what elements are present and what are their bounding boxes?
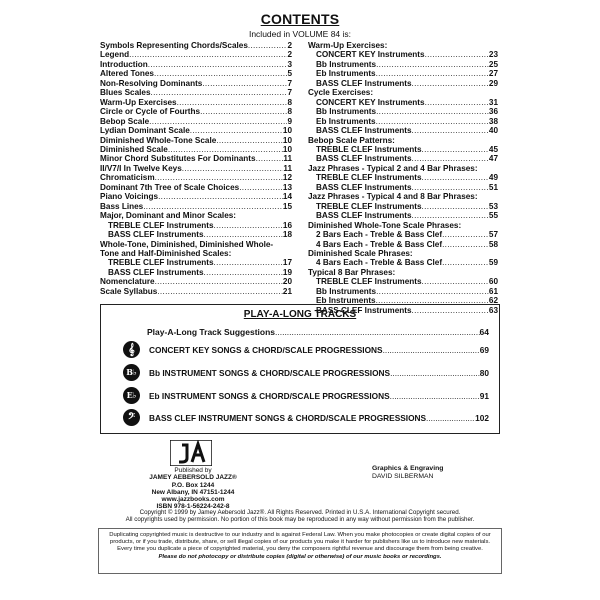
toc-entry-page: 38 xyxy=(488,116,498,126)
toc-entry-page: 17 xyxy=(282,258,292,268)
toc-entry-title: Warm-Up Exercises: xyxy=(308,41,388,50)
row-text: BASS CLEF INSTRUMENT SONGS & CHORD/SCALE PROGRESSIONS xyxy=(149,413,427,423)
toc-entry xyxy=(308,173,498,182)
dot-leader xyxy=(129,50,287,59)
row-text: Eb INSTRUMENT SONGS & CHORD/SCALE PROGRESSIONS xyxy=(149,391,390,401)
toc-entry-page: 10 xyxy=(282,135,292,145)
engraving-label: Graphics & Engraving xyxy=(372,465,444,472)
toc-entry-title: Eb Instruments xyxy=(316,296,376,306)
toc-entry xyxy=(308,211,498,220)
toc-entry xyxy=(100,192,292,201)
dot-leader xyxy=(412,154,489,163)
toc-entry-page: 19 xyxy=(282,267,292,277)
anti-piracy-notice xyxy=(98,528,502,574)
dot-leader xyxy=(376,287,489,296)
publisher-isbn: ISBN 978-1-56224-242-8 xyxy=(156,503,230,511)
toc-entry-page: 58 xyxy=(488,239,498,249)
toc-entry-page: 61 xyxy=(488,286,498,296)
toc-entry-title: TREBLE CLEF Instruments xyxy=(108,220,214,230)
toc-entry-page: 27 xyxy=(488,69,498,79)
engraving-credit xyxy=(372,465,443,480)
copyright-line-1: Copyright © 1999 by Jamey Aebersold Jazz®. All Rights Reserved. Printed in U.S.A. International Copyright secured. xyxy=(139,509,461,516)
toc-entry xyxy=(308,230,498,239)
play-along-title: PLAY-A-LONG TRACKS xyxy=(243,309,357,320)
toc-entry-page: 63 xyxy=(488,305,498,315)
toc-entry xyxy=(100,126,292,135)
toc-entry-title: Circle or Cycle of Fourths xyxy=(100,107,201,117)
toc-entry-page: 51 xyxy=(488,182,498,192)
row-page: 91 xyxy=(479,391,489,401)
toc-entry xyxy=(100,211,292,220)
toc-entry-title: Jazz Phrases - Typical 2 and 4 Bar Phrases: xyxy=(308,163,478,173)
toc-entry-page: 57 xyxy=(488,230,498,240)
dot-leader xyxy=(190,126,283,135)
toc-entry-title: BASS CLEF Instruments xyxy=(316,305,412,315)
toc-entry-page: 3 xyxy=(287,59,292,69)
toc-entry xyxy=(100,240,292,249)
toc-entry-page: 11 xyxy=(283,163,292,173)
dot-leader xyxy=(143,202,283,211)
toc-entry-title: Diminished Scale Phrases: xyxy=(308,248,413,258)
toc-entry-title: Tone and Half-Diminished Scales: xyxy=(100,248,232,258)
dot-leader xyxy=(425,98,489,107)
row-text: Play-A-Long Track Suggestions xyxy=(147,327,275,337)
toc-entry-title: Bb Instruments xyxy=(316,107,377,117)
toc-entry-page: 16 xyxy=(282,220,292,230)
dot-leader xyxy=(202,79,287,88)
publisher-website: www.jazzbooks.com xyxy=(161,496,225,504)
toc-entry-title: Piano Voicings xyxy=(100,192,159,202)
play-along-track-row xyxy=(149,391,489,401)
toc-entry-page: 60 xyxy=(488,277,498,287)
dot-leader xyxy=(248,41,288,50)
toc-entry xyxy=(308,221,498,230)
toc-entry xyxy=(308,69,498,78)
toc-entry xyxy=(308,202,498,211)
dot-leader xyxy=(376,60,489,69)
toc-entry xyxy=(308,145,498,154)
toc-entry xyxy=(308,79,498,88)
toc-entry-page: 7 xyxy=(287,88,292,98)
toc-entry-title: Bass Lines xyxy=(100,201,144,211)
toc-entry-page: 23 xyxy=(488,50,498,60)
toc-entry-title: Non-Resolving Dominants xyxy=(100,78,203,88)
toc-entry xyxy=(308,268,498,277)
toc-entry xyxy=(308,41,498,50)
toc-entry-title: CONCERT KEY Instruments xyxy=(316,97,425,107)
toc-entry-page: 8 xyxy=(287,107,292,117)
toc-entry-title: Bb Instruments xyxy=(316,286,377,296)
dot-leader xyxy=(177,98,288,107)
toc-entry-page: 25 xyxy=(488,59,498,69)
toc-entry-page: 11 xyxy=(283,154,292,164)
dot-leader xyxy=(376,69,489,78)
bass-clef-icon: 𝄢 xyxy=(123,409,140,426)
copyright-notice xyxy=(0,509,600,523)
treble-clef-icon: 𝄞 xyxy=(123,341,140,358)
toc-entry-page: 10 xyxy=(282,144,292,154)
toc-entry-title: BASS CLEF Instruments xyxy=(108,267,204,277)
toc-entry-title: Blues Scales xyxy=(100,88,151,98)
dot-leader xyxy=(204,230,283,239)
toc-entry xyxy=(308,277,498,286)
dot-leader xyxy=(442,258,489,267)
row-page: 69 xyxy=(479,345,489,355)
toc-entry xyxy=(100,277,292,286)
dot-leader xyxy=(412,183,489,192)
toc-left-column xyxy=(100,41,292,296)
dot-leader xyxy=(442,240,489,249)
dot-leader xyxy=(383,345,480,355)
dot-leader xyxy=(426,413,475,423)
publisher-name: JAMEY AEBERSOLD JAZZ® xyxy=(149,474,237,482)
toc-entry-title: Bebop Scale xyxy=(100,116,150,126)
toc-entry-page: 7 xyxy=(287,78,292,88)
toc-entry-page: 9 xyxy=(287,116,292,126)
toc-entry-title: Major, Dominant and Minor Scales: xyxy=(100,211,237,221)
toc-entry-page: 29 xyxy=(488,78,498,88)
toc-entry xyxy=(308,249,498,258)
toc-entry-title: Lydian Dominant Scale xyxy=(100,126,190,136)
play-along-box xyxy=(100,304,500,434)
dot-leader xyxy=(422,173,489,182)
notice-body: Duplicating copyrighted music is destructive to our industry and is against Federal Law. When you make photocopies or create digital copies of our products, or if you trade, distribute, share, or sell illegal copies of our products you make it harder for publishers like us to introduce new materials. Every time you duplicate a piece of copyrighted material, you deny the composers rightful revenue and discourage them from being creative. xyxy=(109,532,491,552)
play-along-track-row xyxy=(149,413,489,423)
toc-entry-page: 8 xyxy=(287,97,292,107)
toc-entry xyxy=(308,50,498,59)
toc-entry-page: 20 xyxy=(282,277,292,287)
toc-entry xyxy=(308,117,498,126)
dot-leader xyxy=(151,88,288,97)
dot-leader xyxy=(442,230,489,239)
toc-entry-page: 62 xyxy=(488,296,498,306)
toc-entry-title: BASS CLEF Instruments xyxy=(316,182,412,192)
dot-leader xyxy=(148,60,288,69)
copyright-line-2: All copyrights used by permission. No portion of this book may be reproduced in any way without permission from the publisher. xyxy=(125,516,475,523)
toc-entry xyxy=(100,258,292,267)
toc-entry-page: 12 xyxy=(282,173,292,183)
toc-entry-title: CONCERT KEY Instruments xyxy=(316,50,425,60)
toc-entry-title: TREBLE CLEF Instruments xyxy=(316,144,422,154)
toc-entry-page: 59 xyxy=(488,258,498,268)
publisher-logo xyxy=(170,440,212,466)
toc-entry-page: 31 xyxy=(488,97,498,107)
toc-entry-title: Diminished Scale xyxy=(100,144,168,154)
toc-entry xyxy=(100,249,292,258)
dot-leader xyxy=(214,221,283,230)
toc-entry xyxy=(100,107,292,116)
toc-entry xyxy=(100,202,292,211)
toc-entry xyxy=(100,183,292,192)
dot-leader xyxy=(422,202,489,211)
toc-right-column xyxy=(308,41,498,315)
toc-entry-title: Diminished Whole-Tone Scale Phrases: xyxy=(308,220,462,230)
dot-leader xyxy=(376,107,489,116)
dot-leader xyxy=(168,145,283,154)
toc-entry-title: Whole-Tone, Diminished, Diminished Whole- xyxy=(100,239,274,249)
toc-entry xyxy=(308,164,498,173)
toc-entry xyxy=(308,136,498,145)
toc-entry-page: 14 xyxy=(282,192,292,202)
toc-entry xyxy=(100,268,292,277)
contents-subtitle: Included in VOLUME 84 is: xyxy=(248,29,352,39)
toc-entry-title: BASS CLEF Instruments xyxy=(108,230,204,240)
dot-leader xyxy=(275,327,480,337)
toc-entry-title: 2 Bars Each - Treble & Bass Clef xyxy=(316,230,443,240)
toc-entry-page: 2 xyxy=(287,41,292,50)
notice-italic: Please do not photocopy or distribute copies (digital or otherwise) of our music books or recordings. xyxy=(158,553,442,560)
toc-entry-page: 53 xyxy=(488,201,498,211)
toc-entry-title: TREBLE CLEF Instruments xyxy=(108,258,214,268)
toc-entry xyxy=(100,41,292,50)
toc-entry-title: Eb Instruments xyxy=(316,116,376,126)
toc-entry-page: 47 xyxy=(488,154,498,164)
toc-entry-title: Warm-Up Exercises xyxy=(100,97,177,107)
toc-entry xyxy=(100,69,292,78)
toc-entry xyxy=(100,136,292,145)
dot-leader xyxy=(376,117,489,126)
published-by-label: Published by xyxy=(174,467,212,474)
publisher-info xyxy=(128,467,258,511)
toc-entry xyxy=(100,145,292,154)
dot-leader xyxy=(412,79,489,88)
toc-entry-page: 13 xyxy=(282,182,292,192)
toc-entry-page: 40 xyxy=(488,126,498,136)
eb-icon: E♭ xyxy=(123,387,140,404)
toc-entry-title: TREBLE CLEF Instruments xyxy=(316,173,422,183)
contents-title: CONTENTS xyxy=(260,11,340,27)
play-along-suggestions-row xyxy=(147,327,489,337)
toc-entry-page: 36 xyxy=(488,107,498,117)
dot-leader xyxy=(256,154,284,163)
dot-leader xyxy=(422,145,489,154)
dot-leader xyxy=(412,126,489,135)
play-along-track-row xyxy=(149,345,489,355)
toc-entry xyxy=(100,79,292,88)
toc-entry-title: BASS CLEF Instruments xyxy=(316,78,412,88)
toc-entry-title: Eb Instruments xyxy=(316,69,376,79)
toc-entry xyxy=(100,221,292,230)
toc-entry xyxy=(100,88,292,97)
toc-entry-title: TREBLE CLEF Instruments xyxy=(316,201,422,211)
toc-entry-page: 5 xyxy=(287,69,292,79)
toc-entry xyxy=(308,154,498,163)
toc-entry-title: Altered Tones xyxy=(100,69,154,79)
toc-entry xyxy=(308,258,498,267)
dot-leader xyxy=(422,277,489,286)
dot-leader xyxy=(155,277,283,286)
toc-entry-title: Jazz Phrases - Typical 4 and 8 Bar Phrases: xyxy=(308,192,478,202)
toc-entry-page: 49 xyxy=(488,173,498,183)
dot-leader xyxy=(390,368,480,378)
toc-entry-title: BASS CLEF Instruments xyxy=(316,126,412,136)
dot-leader xyxy=(412,211,489,220)
toc-entry-title: BASS CLEF Instruments xyxy=(316,154,412,164)
toc-entry-title: Dominant 7th Tree of Scale Choices xyxy=(100,182,240,192)
row-text: CONCERT KEY SONGS & CHORD/SCALE PROGRESSIONS xyxy=(149,345,383,355)
toc-entry xyxy=(100,287,292,296)
toc-entry xyxy=(308,287,498,296)
toc-entry-page: 55 xyxy=(488,211,498,221)
dot-leader xyxy=(239,183,283,192)
row-page: 80 xyxy=(479,368,489,378)
toc-entry xyxy=(100,117,292,126)
toc-entry-title: Introduction xyxy=(100,59,148,69)
toc-entry xyxy=(308,192,498,201)
row-page: 102 xyxy=(475,413,489,423)
toc-entry xyxy=(100,154,292,163)
toc-entry-page: 45 xyxy=(488,144,498,154)
toc-entry-page: 10 xyxy=(282,126,292,136)
toc-entry-title: Diminished Whole-Tone Scale xyxy=(100,135,217,145)
toc-entry-title: Chromaticism xyxy=(100,173,155,183)
toc-entry-title: Bebop Scale Patterns: xyxy=(308,135,395,145)
engraving-name: DAVID SILBERMAN xyxy=(372,472,434,480)
dot-leader xyxy=(155,173,283,182)
toc-entry-page: 2 xyxy=(287,50,292,60)
toc-entry-page: 18 xyxy=(282,230,292,240)
toc-entry xyxy=(100,50,292,59)
toc-entry-title: Scale Syllabus xyxy=(100,286,158,296)
toc-entry-title: Symbols Representing Chords/Scales xyxy=(100,41,248,50)
toc-entry-title: BASS CLEF Instruments xyxy=(316,211,412,221)
dot-leader xyxy=(182,164,284,173)
toc-entry xyxy=(100,230,292,239)
dot-leader xyxy=(214,258,283,267)
toc-entry xyxy=(308,98,498,107)
toc-entry-title: Legend xyxy=(100,50,130,60)
publisher-address-1: P.O. Box 1244 xyxy=(171,481,215,489)
dot-leader xyxy=(157,287,283,296)
toc-entry xyxy=(100,60,292,69)
row-text: Bb INSTRUMENT SONGS & CHORD/SCALE PROGRESSIONS xyxy=(149,368,391,378)
toc-entry xyxy=(308,60,498,69)
dot-leader xyxy=(158,192,283,201)
publisher-address-2: New Albany, IN 47151-1244 xyxy=(151,488,235,496)
toc-entry xyxy=(100,173,292,182)
toc-entry xyxy=(100,98,292,107)
toc-entry-title: Cycle Exercises: xyxy=(308,88,374,98)
toc-entry xyxy=(308,240,498,249)
dot-leader xyxy=(149,117,287,126)
dot-leader xyxy=(216,136,283,145)
dot-leader xyxy=(390,391,480,401)
toc-entry-title: Nomenclature xyxy=(100,277,155,287)
dot-leader xyxy=(204,268,283,277)
toc-entry xyxy=(100,164,292,173)
toc-entry-title: Bb Instruments xyxy=(316,59,377,69)
toc-entry-title: 4 Bars Each - Treble & Bass Clef xyxy=(316,239,443,249)
toc-entry xyxy=(308,107,498,116)
row-page: 64 xyxy=(479,327,489,337)
toc-entry-page: 15 xyxy=(282,201,292,211)
toc-entry-page: 21 xyxy=(282,286,292,296)
toc-entry-title: TREBLE CLEF Instruments xyxy=(316,277,422,287)
toc-entry xyxy=(308,126,498,135)
toc-entry xyxy=(308,183,498,192)
toc-entry-title: Typical 8 Bar Phrases: xyxy=(308,267,396,277)
play-along-track-row xyxy=(149,368,489,378)
dot-leader xyxy=(425,50,489,59)
toc-entry xyxy=(308,88,498,97)
dot-leader xyxy=(200,107,287,116)
bb-icon: B♭ xyxy=(123,364,140,381)
toc-entry-title: Minor Chord Substitutes For Dominants xyxy=(100,154,256,164)
dot-leader xyxy=(154,69,287,78)
toc-entry-title: II/V7/I In Twelve Keys xyxy=(100,163,182,173)
toc-entry-title: 4 Bars Each - Treble & Bass Clef xyxy=(316,258,443,268)
